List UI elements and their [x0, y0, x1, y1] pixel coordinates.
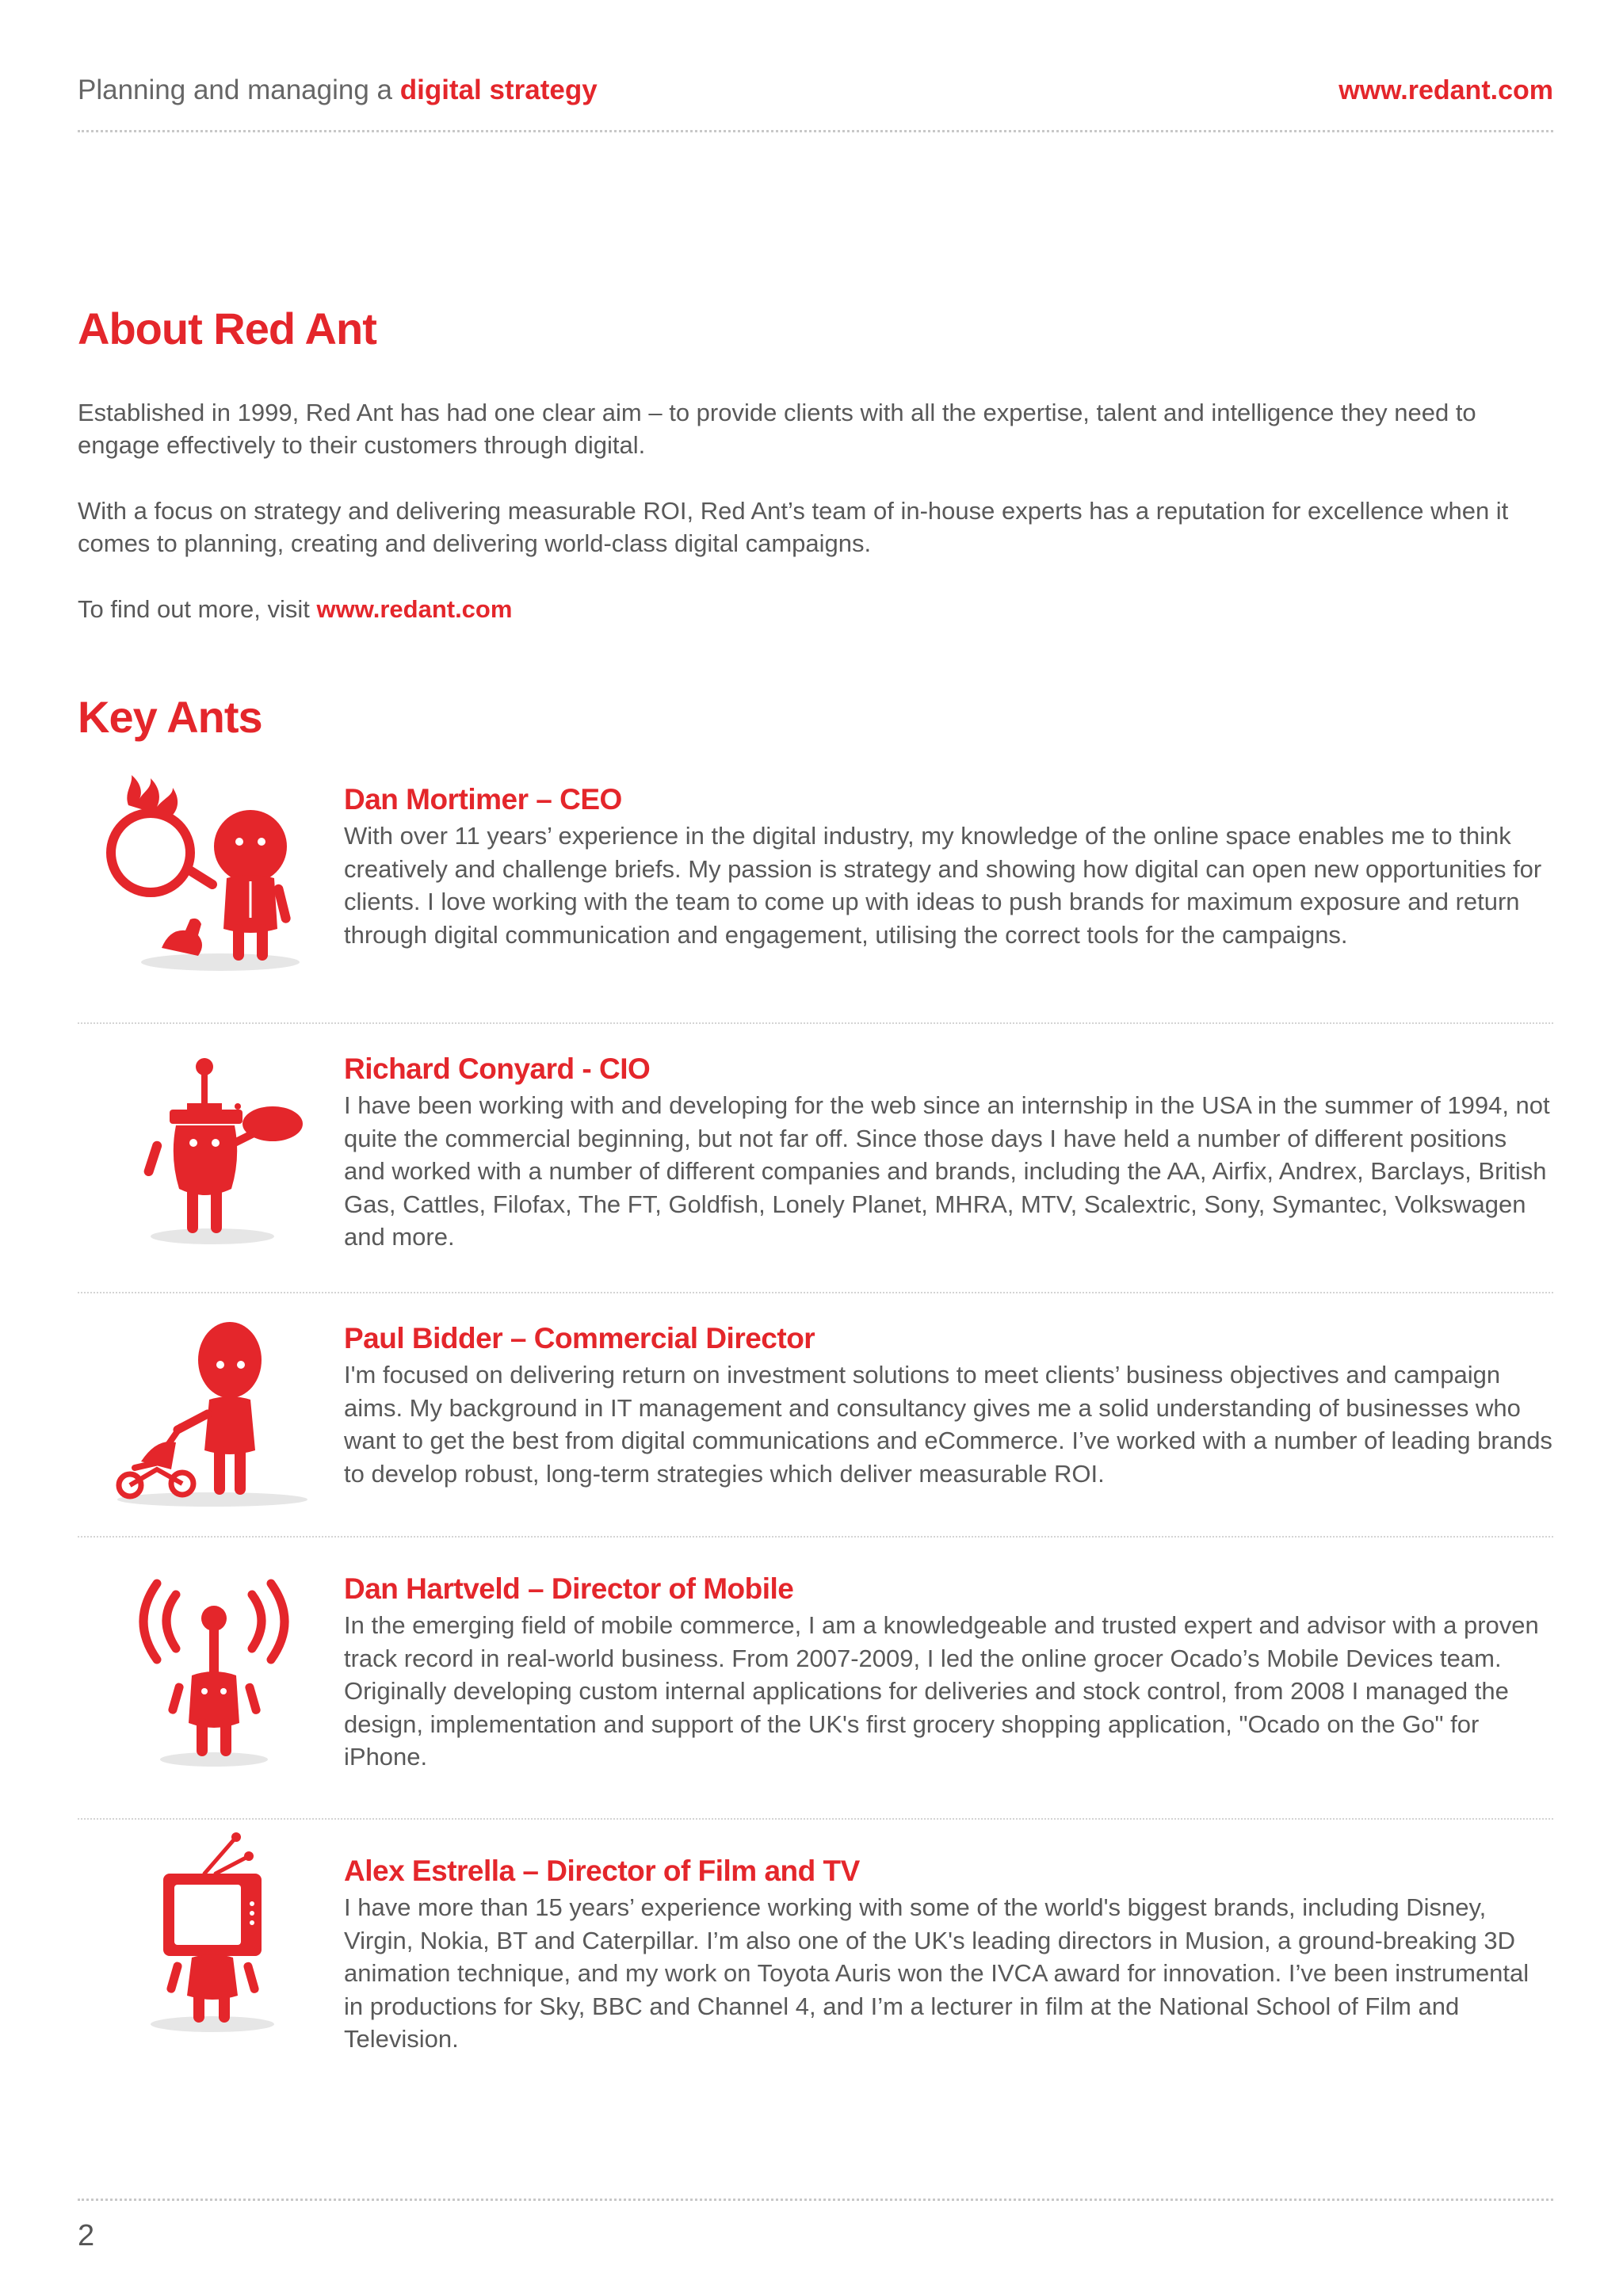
ant-signal-antenna-icon — [94, 1572, 331, 1778]
section-divider — [78, 1536, 1553, 1538]
page-header — [78, 68, 1553, 113]
ant-tv-head-icon — [94, 1828, 331, 2034]
person-name: Alex Estrella – Director of Film and TV — [344, 1855, 860, 1887]
ant-joystick-head-icon — [94, 1046, 331, 1252]
person-name: Paul Bidder – Commercial Director — [344, 1322, 815, 1354]
about-paragraph-2: With a focus on strategy and delivering measurable ROI, Red Ant’s team of in-house experts has a reputation for excellence when it comes to planning, creating and delivering world-class digital campaigns. — [78, 497, 1509, 557]
ant-pram-icon — [94, 1319, 331, 1525]
about-visit-line — [78, 593, 1553, 625]
header-title-prefix: Planning and managing a — [78, 74, 392, 105]
section-divider — [78, 1292, 1553, 1293]
header-url-link[interactable]: www.redant.com — [1338, 74, 1553, 105]
about-visit-link[interactable]: www.redant.com — [316, 595, 513, 623]
person-name: Dan Hartveld – Director of Mobile — [344, 1572, 794, 1605]
person-bio: I'm focused on delivering return on investment solutions to meet clients’ business objectives and campaign aims. My background in IT management and consultancy gives me a solid understanding of businesses who want to get the best from digital communications and eCommerce. I’ve worked with a number of leading brands to develop robust, long-term strategies which deliver measurable ROI. — [344, 1361, 1552, 1488]
about-visit-text: To find out more, visit — [78, 595, 310, 623]
section-divider — [78, 1818, 1553, 1820]
page-number: 2 — [78, 2219, 95, 2252]
person-bio: I have more than 15 years’ experience working with some of the world's biggest brands, including Disney, Virgin, Nokia, BT and Caterpillar. I’m also one of the UK's leading directors in Musion, a ground-breaking 3D animation technique, and my work on Toyota Auris won the IVCA award for innovation. I’ve been instrumental in productions for Sky, BBC and Channel 4, and I’m a lecturer in film at the National School of Film and Television. — [344, 1893, 1529, 2053]
person-bio: I have been working with and developing for the web since an internship in the USA in the summer of 1994, not quite the commercial beginning, but not far off. Since those days I have held a number of different positions and worked with a number of different companies and brands, including the AA, Airfix, Andrex, Barclays, British Gas, Cattles, Filofax, The FT, Goldfish, Lonely Planet, MHRA, MTV, Scalextric, Sony, Symantec, Volkswagen and more. — [344, 1091, 1550, 1251]
header-title — [78, 74, 598, 106]
section-divider — [78, 1022, 1553, 1024]
person-name: Richard Conyard - CIO — [344, 1052, 651, 1085]
key-ants-title: Key Ants — [78, 692, 262, 742]
about-title: About Red Ant — [78, 304, 376, 353]
person-bio: In the emerging field of mobile commerce, I am a knowledgeable and trusted expert and advisor with a proven track record in real-world business. From 2007-2009, I led the online grocer Ocado’s Mobile Devices team. Originally developing custom internal applications for deliveries and stock control, from 2008 I managed the design, implementation and support of the UK's first grocery shopping application, "Ocado on the Go" for iPhone. — [344, 1611, 1539, 1771]
about-paragraph-1: Established in 1999, Red Ant has had one clear aim – to provide clients with all the expertise, talent and intelligence they need to engage effectively to their customers through digital. — [78, 399, 1476, 459]
person-bio: With over 11 years’ experience in the digital industry, my knowledge of the online space enables me to think creatively and challenge briefs. My passion is strategy and showing how digital can open new opportunities for clients. I love working with the team to come up with ideas to push brands for maximum exposure and return through digital communication and engagement, utilising the correct tools for the campaigns. — [344, 822, 1542, 949]
footer-divider — [78, 2199, 1553, 2201]
header-title-highlight: digital strategy — [399, 74, 598, 105]
header-divider — [78, 130, 1553, 132]
ant-magnifying-glass-fire-icon — [94, 774, 331, 980]
person-name: Dan Mortimer – CEO — [344, 783, 622, 816]
